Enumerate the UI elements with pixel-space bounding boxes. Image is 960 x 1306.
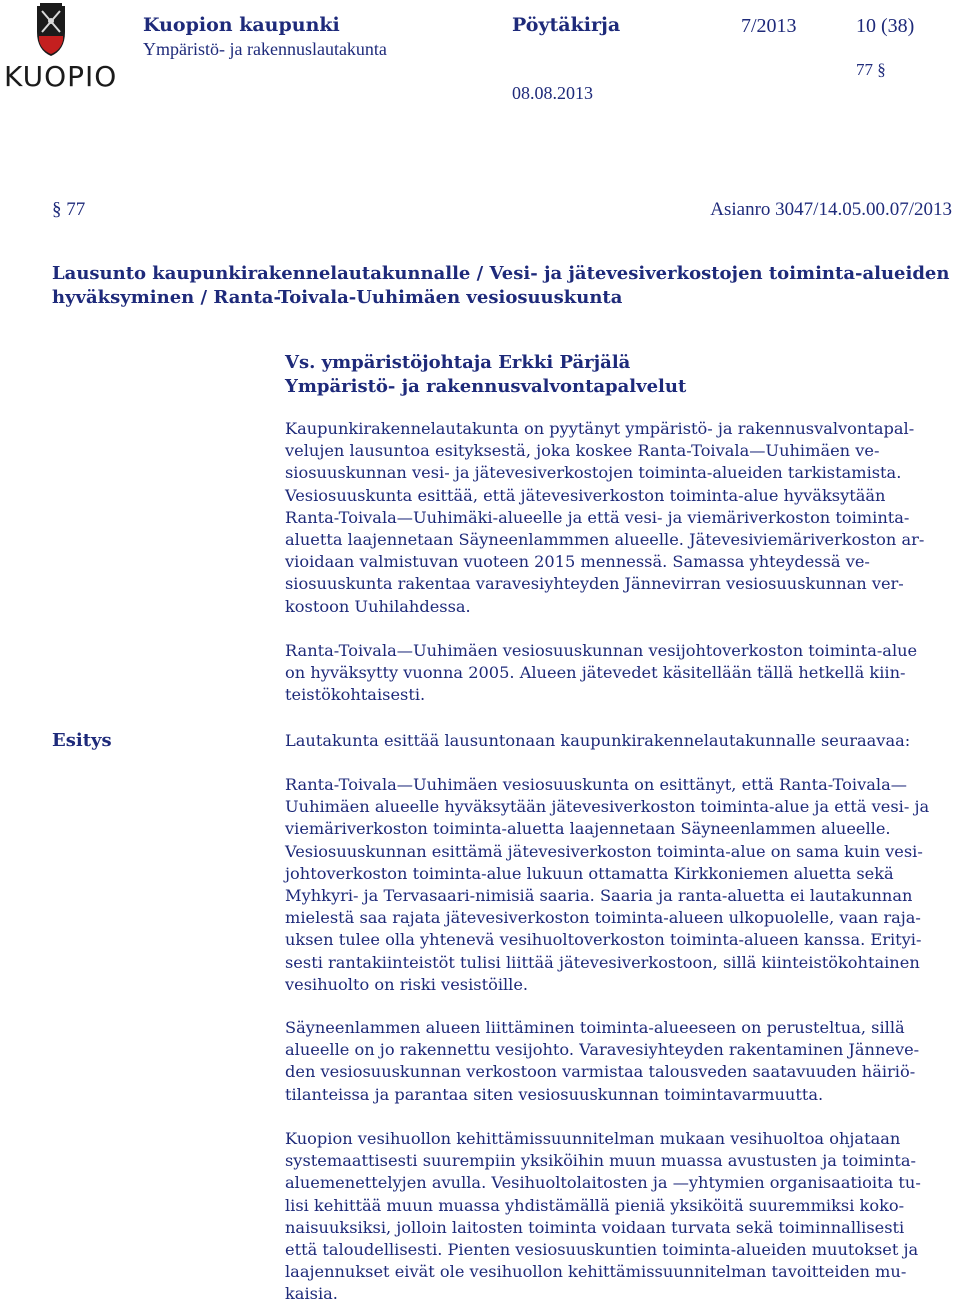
body-paragraph-2 (285, 640, 960, 707)
esitys-intro (285, 730, 960, 752)
document-number: 7/2013 (741, 15, 797, 37)
presenter-name: Vs. ympäristöjohtaja Erkki Pärjälä (285, 352, 631, 373)
section-number: § 77 (52, 199, 86, 220)
esitys-paragraph-3 (285, 1128, 960, 1306)
page-title: Lausunto kaupunkirakennelautakunnalle / Vesi- ja jätevesiverkostojen toiminta-alueiden hyväksyminen / Ranta-Toivala-Uuhimäen vesiosuuskunta (52, 263, 950, 308)
kuopio-logo (4, 2, 118, 94)
logo-wordmark: KUOPIO (4, 60, 118, 93)
paragraph-text: Säyneenlammen alueen liittäminen toiminta-alueeseen on perusteltua, sillä alueelle on jo rakennettu vesijohto. Varavesiyhteyden rakentaminen Jänneve- den vesiosuuskunnan verkostoon varmistaa talousveden saatavuuden häiriö- tilanteissa ja parantaa siten vesiosuuskunnan toimintavarmuutta. (285, 1018, 920, 1104)
case-number: Asianro 3047/14.05.00.07/2013 (710, 199, 952, 220)
body-paragraph-1 (285, 418, 960, 618)
presenter-unit: Ympäristö- ja rakennusvalvontapalvelut (285, 376, 687, 397)
section-line (52, 199, 960, 223)
section-indicator: 77 § (856, 60, 886, 79)
esitys-label: Esitys (52, 730, 112, 751)
page-indicator: 10 (38) (856, 15, 915, 37)
document-type: Pöytäkirja (512, 14, 621, 36)
paragraph-text: Kuopion vesihuollon kehittämissuunnitelman mukaan vesihuoltoa ohjataan systemaattisesti suurempiin yksiköihin muun muassa avustusten ja toiminta- aluemenettelyjen avulla. Vesihuoltolaitosten ja —yhtymien organisaatioita tu- lisi kehittää muun muassa yhdistämällä pieniä yksiköitä suuremmiksi koko- naisuuksiksi, jolloin laitosten toiminta voidaan turvata sekä toiminnallisesti että taloudellisesti. Pienten vesiosuuskuntien toiminta-alueiden muutokset ja laajennukset eivät ole vesihuollon kehittämissuunnitelman tavoitteiden mu- kaisia. (285, 1129, 921, 1304)
paragraph-text: Lautakunta esittää lausuntonaan kaupunkirakennelautakunnalle seuraavaa: (285, 731, 911, 750)
department-name: Ympäristö- ja rakennuslautakunta (143, 39, 387, 59)
presenter (285, 351, 686, 399)
paragraph-text: Ranta-Toivala—Uuhimäen vesiosuuskunta on esittänyt, että Ranta-Toivala— Uuhimäen alueelle hyväksytään jätevesiverkoston toiminta-alue ja että vesi- ja viemäriverkoston toiminta-aluetta laajennetaan Säyneenlammen alueelle. Vesiosuuskunnan esittämä jätevesiverkoston toiminta-alue on sama kuin vesi- johtoverkoston toiminta-alue lukuun ottamatta Kirkkoniemen aluetta sekä Myhkyri- ja Tervasaari-nimisiä saaria. Saaria ja ranta-aluetta ei lautakunnan mielestä saa rajata jätevesiverkoston toiminta-alueen ulkopuolelle, vaan raja- uksen tulee olla yhtenevä vesihuoltoverkoston toiminta-alueen kanssa. Erityi- sesti rantakiinteistöt tulisi liittää jätevesiverkostoon, sillä kiinteistökohtainen vesihuolto on riski vesistöille. (285, 775, 930, 994)
organization-name: Kuopion kaupunki (143, 14, 340, 36)
meeting-date: 08.08.2013 (512, 83, 593, 103)
esitys-paragraph-2 (285, 1017, 960, 1106)
paragraph-text: Ranta-Toivala—Uuhimäen vesiosuuskunnan vesijohtoverkoston toiminta-alue on hyväksytty vuonna 2005. Alueen jätevedet käsitellään tällä hetkellä kiin- teistökohtaisesti. (285, 641, 918, 705)
paragraph-text: Kaupunkirakennelautakunta on pyytänyt ympäristö- ja rakennusvalvontapal- velujen lausuntoa esityksestä, joka koskee Ranta-Toivala—Uuhimäen ve- siosuuskunnan vesi- ja jätevesiverkostojen toiminta-alueiden tarkistamista. Vesiosuuskunta esittää, että jätevesiverkoston toiminta-alue hyväksytään Ranta-Toivala—Uuhimäki-alueelle ja että vesi- ja viemäriverkoston toiminta- aluetta laajennetaan Säyneenlammmen alueelle. Jätevesiviemäriverkoston ar- vioidaan valmistuvan vuoteen 2015 mennessä. Samassa yhteydessä ve- siosuuskunta rakentaa varavesiyhteyden Jännevirran vesiosuuskunnan ver- kostoon Uuhilahdessa. (285, 419, 925, 616)
esitys-paragraph-1 (285, 774, 960, 996)
